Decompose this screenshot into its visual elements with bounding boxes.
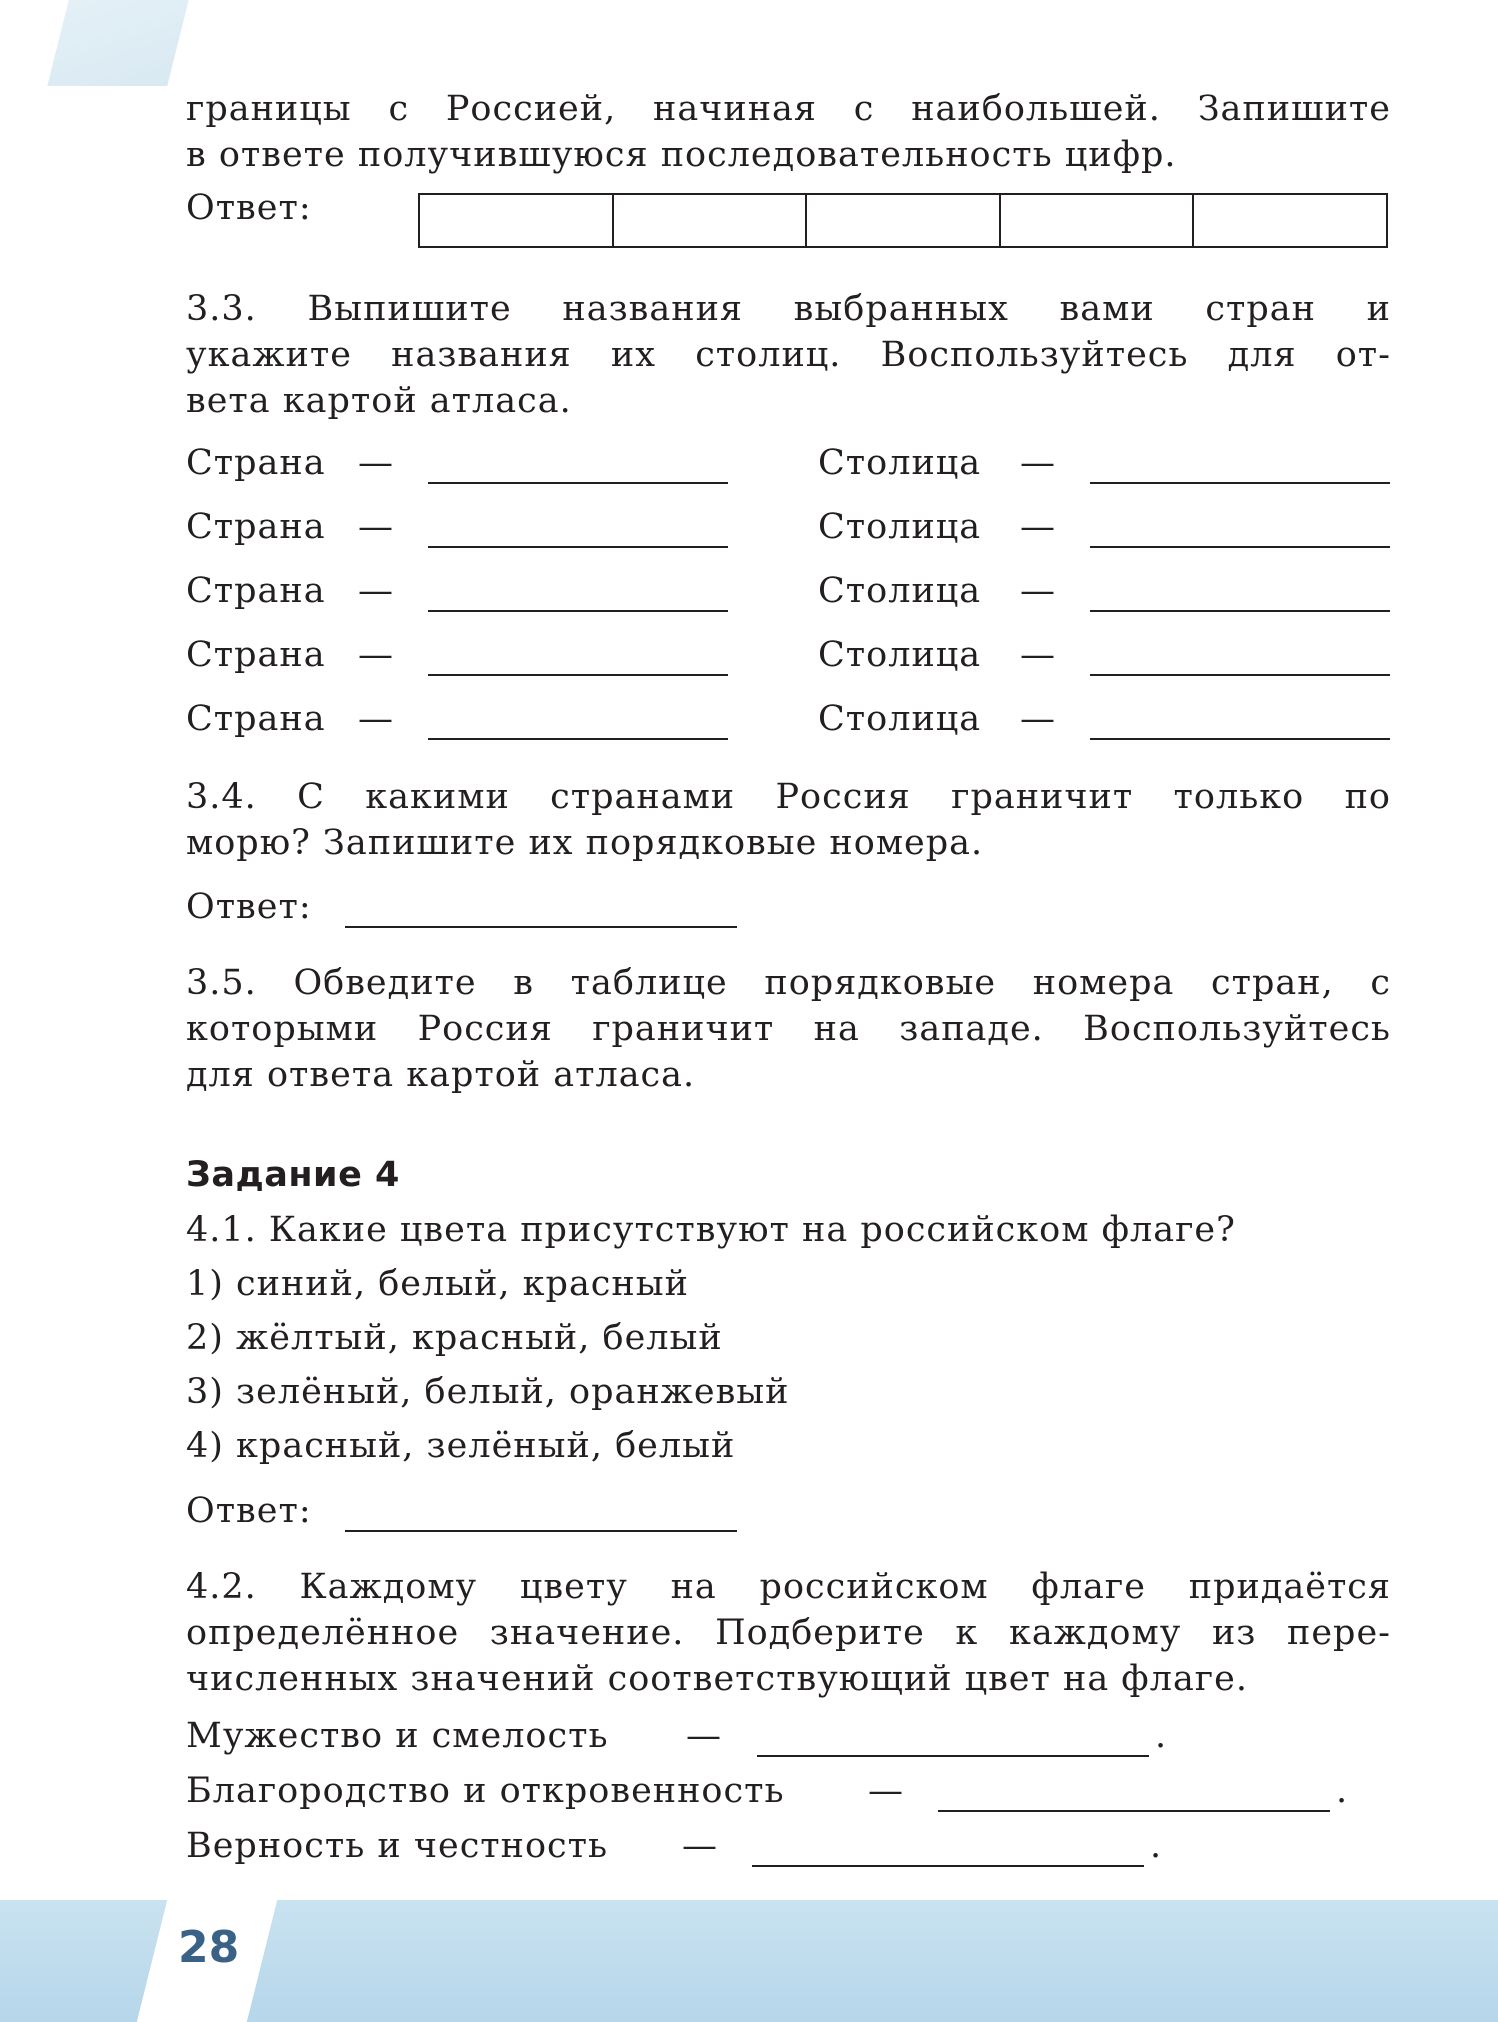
corner-decoration [47,0,188,86]
intro-line-2: в ответе получившуюся последовательность цифр. [186,135,1177,175]
capital-label: Столица [818,699,982,739]
dash: — [1020,443,1056,483]
dash: — [1020,699,1056,739]
dash: — [358,571,394,611]
country-label: Страна [186,699,326,739]
country-label: Страна [186,635,326,675]
task-heading: Задание 4 [186,1155,400,1195]
q35-line-1: 3.5. Обведите в таблице порядковые номера стран, с [186,963,1391,1003]
answer-cell[interactable] [1194,195,1386,246]
option-item: 1) синий, белый, красный [186,1264,689,1304]
answer-line-q34[interactable] [345,926,737,928]
q34-line-1: 3.4. С какими странами Россия граничит только по [186,777,1391,817]
capital-label: Столица [818,571,982,611]
capital-answer-line[interactable] [1090,482,1390,484]
country-answer-line[interactable] [428,674,728,676]
meaning-label: Благородство и откровенность [186,1771,785,1811]
country-answer-line[interactable] [428,738,728,740]
q35-line-3: для ответа картой атласа. [186,1055,696,1095]
answer-cell[interactable] [420,195,614,246]
page-number: 28 [178,1922,240,1973]
dash: — [358,635,394,675]
capital-label: Столица [818,507,982,547]
dash: — [358,507,394,547]
answer-grid[interactable] [418,193,1388,248]
period: . [1336,1771,1348,1811]
q42-line-3: численных значений соответствующий цвет на флаге. [186,1659,1248,1699]
capital-answer-line[interactable] [1090,674,1390,676]
answer-cell[interactable] [614,195,808,246]
dash: — [358,699,394,739]
answer-label-3: Ответ: [186,1491,312,1531]
country-label: Страна [186,571,326,611]
dash: — [868,1771,904,1811]
q33-line-2: укажите названия их столиц. Воспользуйтесь для от- [186,335,1391,375]
q34-line-2: морю? Запишите их порядковые номера. [186,823,984,863]
dash: — [358,443,394,483]
q42-line-2: определённое значение. Подберите к каждому из пере- [186,1613,1391,1653]
capital-label: Столица [818,635,982,675]
q41-question: 4.1. Какие цвета присутствуют на российском флаге? [186,1210,1236,1250]
intro-line-1: границы с Россией, начиная с наибольшей. Запишите [186,89,1391,129]
q33-line-3: вета картой атласа. [186,381,572,421]
dash: — [1020,571,1056,611]
country-label: Страна [186,507,326,547]
option-item: 3) зелёный, белый, оранжевый [186,1372,790,1412]
capital-answer-line[interactable] [1090,546,1390,548]
option-item: 2) жёлтый, красный, белый [186,1318,723,1358]
meaning-answer-line[interactable] [757,1755,1149,1757]
q42-line-1: 4.2. Каждому цвету на российском флаге придаётся [186,1567,1391,1607]
answer-label-2: Ответ: [186,887,312,927]
period: . [1150,1826,1162,1866]
meaning-answer-line[interactable] [752,1865,1144,1867]
q33-line-1: 3.3. Выпишите названия выбранных вами стран и [186,289,1391,329]
answer-line-q41[interactable] [345,1530,737,1532]
country-answer-line[interactable] [428,482,728,484]
meaning-label: Мужество и смелость [186,1716,609,1756]
answer-label-1: Ответ: [186,188,312,228]
dash: — [1020,635,1056,675]
q35-line-2: которыми Россия граничит на западе. Воспользуйтесь [186,1009,1391,1049]
country-answer-line[interactable] [428,610,728,612]
answer-cell[interactable] [1001,195,1195,246]
meaning-label: Верность и честность [186,1826,609,1866]
meaning-answer-line[interactable] [938,1810,1330,1812]
country-label: Страна [186,443,326,483]
capital-label: Столица [818,443,982,483]
answer-cell[interactable] [807,195,1001,246]
dash: — [682,1826,718,1866]
country-answer-line[interactable] [428,546,728,548]
dash: — [686,1716,722,1756]
capital-answer-line[interactable] [1090,610,1390,612]
option-item: 4) красный, зелёный, белый [186,1426,736,1466]
period: . [1155,1716,1167,1756]
capital-answer-line[interactable] [1090,738,1390,740]
dash: — [1020,507,1056,547]
